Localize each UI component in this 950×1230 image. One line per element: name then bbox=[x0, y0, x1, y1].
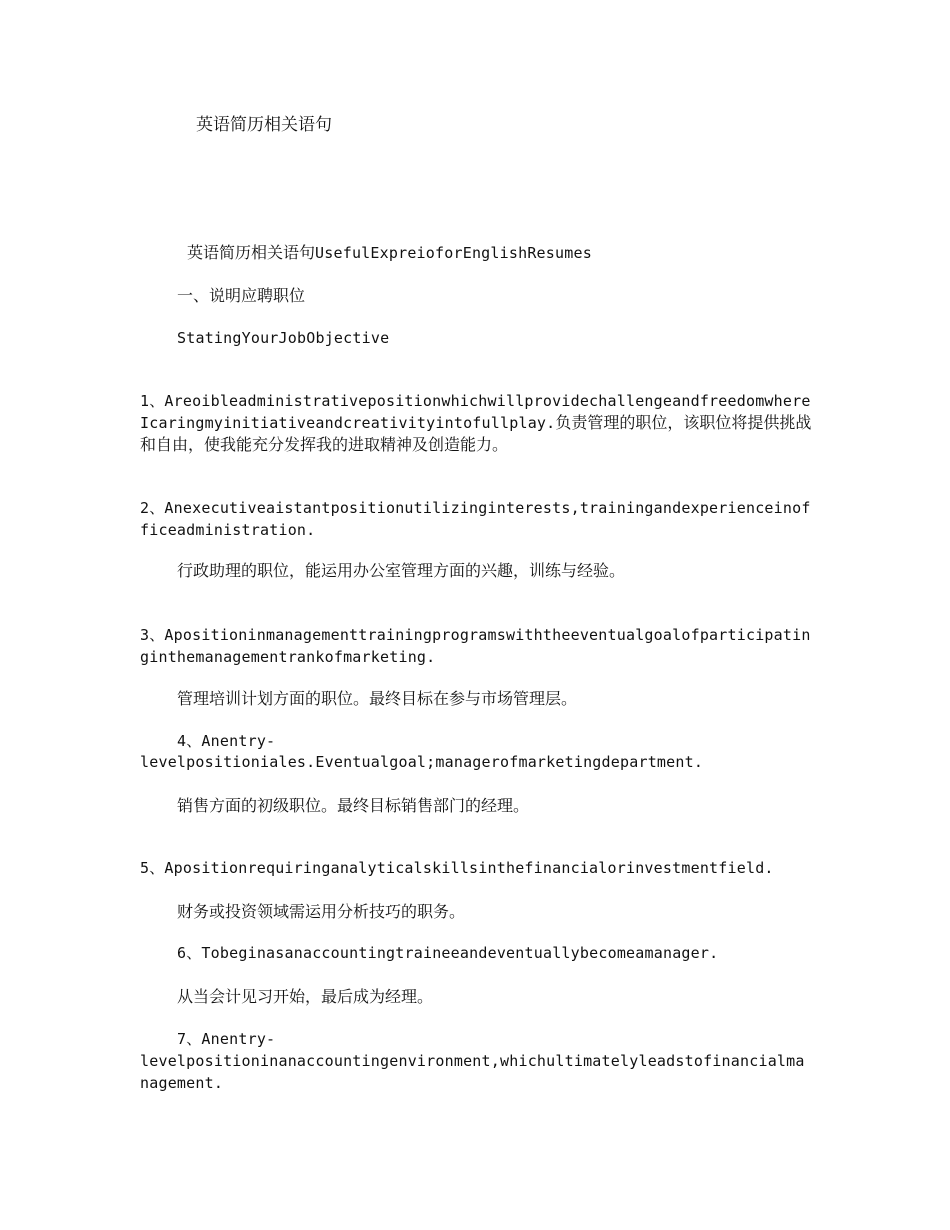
heading-zh: 英语简历相关语句 bbox=[187, 243, 316, 262]
item-3-zh: 管理培训计划方面的职位。最终目标在参与市场管理层。 bbox=[177, 689, 578, 708]
item-7-en-b: levelpositioninanaccountingenvironment,whichultimatelyleadstofinancialmanagement. bbox=[140, 1052, 805, 1092]
section-subtitle: StatingYourJobObjective bbox=[177, 329, 390, 347]
item-6-zh: 从当会计见习开始，最后成为经理。 bbox=[177, 987, 434, 1006]
item-4-en-a: 4、Anentry- bbox=[177, 732, 276, 750]
item-1-zh: 负责管理的职位，该职位将提供挑战和自由，使我能充分发挥我的进取精神及创造能力。 bbox=[140, 413, 812, 454]
item-5-zh: 财务或投资领域需运用分析技巧的职务。 bbox=[177, 902, 466, 921]
item-4-en-b: levelpositioniales.Eventualgoal;managerofmarketingdepartment. bbox=[140, 753, 704, 771]
heading-en: UsefulExpreioforEnglishResumes bbox=[315, 244, 592, 262]
document-title: 英语简历相关语句 bbox=[196, 115, 332, 135]
list-item bbox=[140, 1050, 812, 1094]
item-2-en: 2、Anexecutiveaistantpositionutilizinginterests,trainingandexperienceinofficeadministration. bbox=[140, 499, 811, 539]
list-item bbox=[140, 497, 812, 541]
section-title: 一、说明应聘职位 bbox=[177, 286, 306, 305]
item-3-en: 3、Apositioninmanagementtrainingprogramswiththeeventualgoalofparticipatinginthemanagementrankofmarketing. bbox=[140, 626, 811, 666]
item-7-en-a: 7、Anentry- bbox=[177, 1030, 276, 1048]
item-4-zh: 销售方面的初级职位。最终目标销售部门的经理。 bbox=[177, 796, 530, 815]
item-2-zh: 行政助理的职位，能运用办公室管理方面的兴趣，训练与经验。 bbox=[177, 561, 626, 580]
list-item bbox=[140, 624, 812, 668]
list-item bbox=[140, 390, 812, 455]
item-5-en: 5、Apositionrequiringanalyticalskillsinthefinancialorinvestmentfield. bbox=[140, 859, 774, 877]
item-1-en: 1、Areoibleadministrativepositionwhichwillprovidechallengeandfreedomwhere Icaringmyinitiativeandcreativityintofullplay. bbox=[140, 392, 811, 432]
heading bbox=[187, 242, 592, 264]
item-6-en: 6、Tobeginasanaccountingtraineeandeventuallybecomeamanager. bbox=[177, 944, 719, 962]
